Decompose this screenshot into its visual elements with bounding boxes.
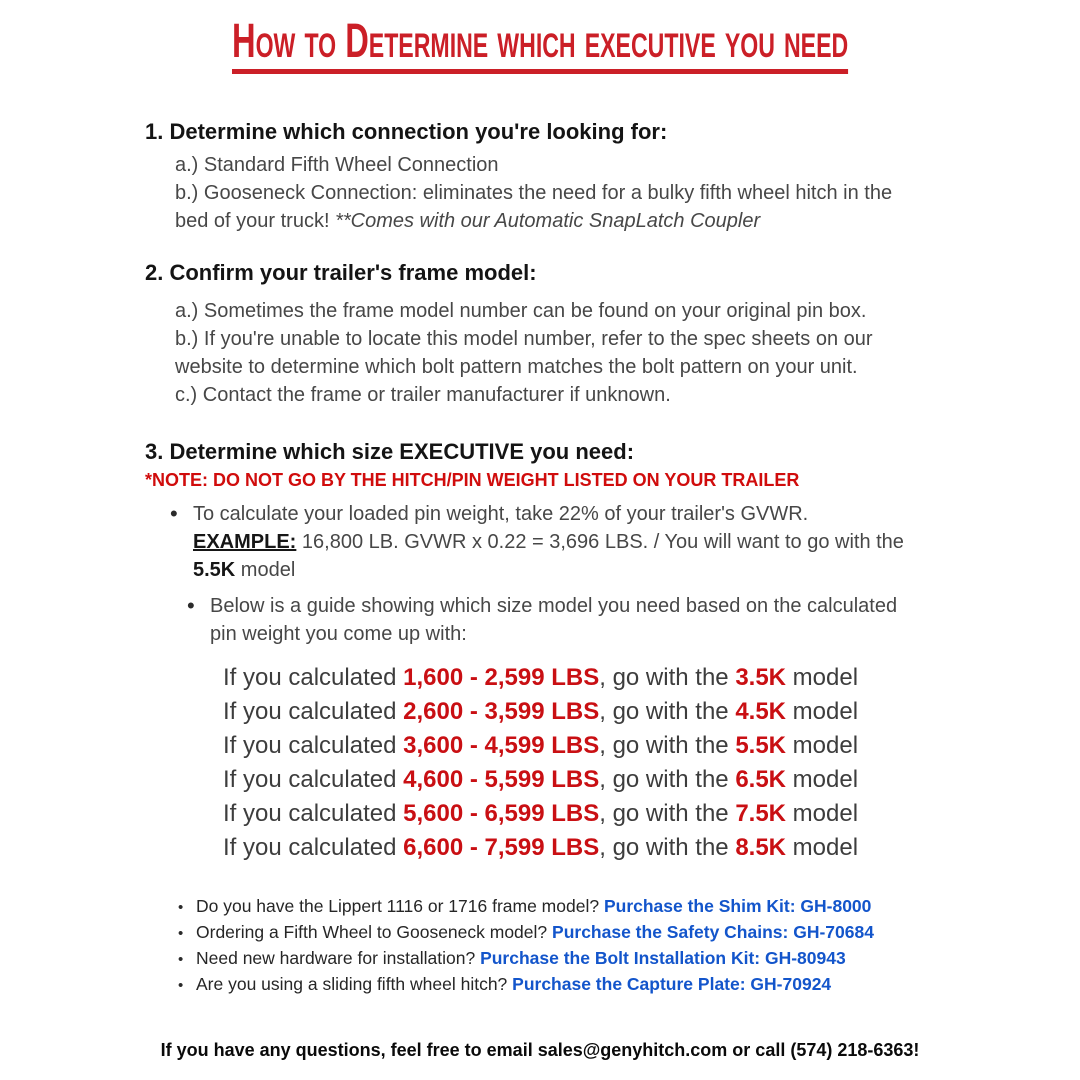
guide-intro: Below is a guide showing which size model you need based on the calculated pin weight you come up with: — [210, 595, 898, 645]
size-guide-row-5 — [223, 797, 1080, 831]
section-1-items — [145, 151, 960, 235]
size-guide-row-6 — [223, 831, 1080, 865]
section-connection — [145, 119, 960, 235]
model-size: 3.5K — [735, 664, 787, 691]
frame-option-a: a.) Sometimes the frame model number can be found on your original pin box. — [175, 300, 867, 322]
size-guide-row-3 — [223, 729, 1080, 763]
accessory-text — [196, 972, 1080, 997]
accessory-item-safety-chains — [178, 920, 1080, 946]
bullet-icon — [187, 592, 210, 620]
pin-weight-calc: To calculate your loaded pin weight, take 22% of your trailer's GVWR. — [193, 503, 809, 525]
accessory-item-capture-plate — [178, 972, 1080, 998]
section-2-items — [145, 297, 960, 409]
guide-middle: , go with the — [599, 800, 736, 827]
section-size — [145, 439, 960, 648]
bullet-icon — [178, 920, 196, 946]
bullet-icon — [178, 972, 196, 998]
pin-weight-range: 5,600 - 6,599 LBS — [403, 800, 600, 827]
guide-middle: , go with the — [599, 732, 736, 759]
accessory-text — [196, 920, 1080, 945]
guide-prefix: If you calculated — [223, 698, 404, 725]
size-guide-row-2 — [223, 695, 1080, 729]
guide-intro-bullet — [187, 592, 960, 648]
example-model-line — [193, 556, 908, 584]
accessory-question: Need new hardware for installation? — [196, 948, 481, 968]
guide-middle: , go with the — [599, 834, 736, 861]
calc-bullet-body — [193, 500, 908, 584]
connection-option-b-text: b.) Gooseneck Connection: eliminates the need for a bulky fifth wheel hitch in the bed of your truck! — [175, 182, 893, 232]
section-frame-model — [145, 260, 960, 409]
connection-option-a: a.) Standard Fifth Wheel Connection — [175, 154, 499, 176]
pin-weight-range: 3,600 - 4,599 LBS — [403, 732, 600, 759]
accessory-item-bolt-kit — [178, 946, 1080, 972]
bullet-icon — [178, 894, 196, 920]
pin-weight-warning: *NOTE: DO NOT GO BY THE HITCH/PIN WEIGHT LISTED ON YOUR TRAILER — [145, 470, 800, 490]
example-model: 5.5K — [193, 559, 236, 581]
guide-suffix: model — [786, 800, 859, 827]
size-guide — [223, 661, 1080, 865]
model-size: 4.5K — [735, 698, 787, 725]
section-3-heading: 3. Determine which size EXECUTIVE you need: — [145, 439, 635, 464]
accessories-list — [178, 894, 1080, 998]
title-row — [0, 15, 1080, 74]
contact-footer: If you have any questions, feel free to email sales@genyhitch.com or call (574) 218-6363! — [160, 1040, 920, 1060]
accessory-question: Ordering a Fifth Wheel to Gooseneck model? — [196, 922, 553, 942]
model-size: 8.5K — [735, 834, 787, 861]
shim-kit-link[interactable]: Purchase the Shim Kit: GH-8000 — [603, 896, 872, 916]
safety-chains-link[interactable]: Purchase the Safety Chains: GH-70684 — [552, 922, 874, 942]
guide-middle: , go with the — [599, 664, 736, 691]
guide-suffix: model — [786, 766, 859, 793]
snaplatch-note: **Comes with our Automatic SnapLatch Coupler — [335, 210, 761, 232]
section-1-heading: 1. Determine which connection you're looking for: — [145, 119, 668, 144]
frame-option-c: c.) Contact the frame or trailer manufacturer if unknown. — [175, 384, 671, 406]
frame-option-b: b.) If you're unable to locate this model number, refer to the spec sheets on our website to determine which bolt pattern matches the bolt pattern on your unit. — [175, 328, 873, 378]
guide-prefix: If you calculated — [223, 834, 404, 861]
guide-prefix: If you calculated — [223, 732, 404, 759]
pin-weight-range: 6,600 - 7,599 LBS — [403, 834, 600, 861]
size-guide-row-1 — [223, 661, 1080, 695]
page-title: How to Determine which executive you need — [232, 18, 848, 74]
model-size: 5.5K — [735, 732, 787, 759]
pin-weight-range: 1,600 - 2,599 LBS — [403, 664, 600, 691]
pin-weight-range: 4,600 - 5,599 LBS — [403, 766, 600, 793]
accessory-text — [196, 946, 1080, 971]
guide-suffix: model — [786, 834, 859, 861]
capture-plate-link[interactable]: Purchase the Capture Plate: GH-70924 — [512, 974, 832, 994]
guide-middle: , go with the — [599, 766, 736, 793]
model-size: 7.5K — [735, 800, 787, 827]
size-guide-row-4 — [223, 763, 1080, 797]
guide-middle: , go with the — [599, 698, 736, 725]
accessory-question: Are you using a sliding fifth wheel hitch? — [196, 974, 513, 994]
calc-bullet — [170, 500, 960, 584]
bolt-installation-kit-link[interactable]: Purchase the Bolt Installation Kit: GH-80943 — [480, 948, 846, 968]
connection-option-b — [175, 179, 907, 235]
pin-weight-range: 2,600 - 3,599 LBS — [403, 698, 600, 725]
example-text: 16,800 LB. GVWR x 0.22 = 3,696 LBS. / You will want to go with the — [296, 531, 904, 553]
guide-prefix: If you calculated — [223, 766, 404, 793]
accessory-text — [196, 894, 1080, 919]
guide-suffix: model — [786, 698, 859, 725]
accessory-question: Do you have the Lippert 1116 or 1716 frame model? — [196, 896, 604, 916]
guide-suffix: model — [786, 664, 859, 691]
guide-suffix: model — [786, 732, 859, 759]
bullet-icon — [178, 946, 196, 972]
bullet-icon — [170, 500, 193, 528]
guide-prefix: If you calculated — [223, 664, 404, 691]
example-line — [193, 528, 908, 556]
section-2-heading: 2. Confirm your trailer's frame model: — [145, 260, 537, 285]
accessory-item-shim-kit — [178, 894, 1080, 920]
example-label: EXAMPLE: — [193, 531, 297, 553]
guide-prefix: If you calculated — [223, 800, 404, 827]
model-size: 6.5K — [735, 766, 787, 793]
example-model-suffix: model — [235, 559, 296, 581]
